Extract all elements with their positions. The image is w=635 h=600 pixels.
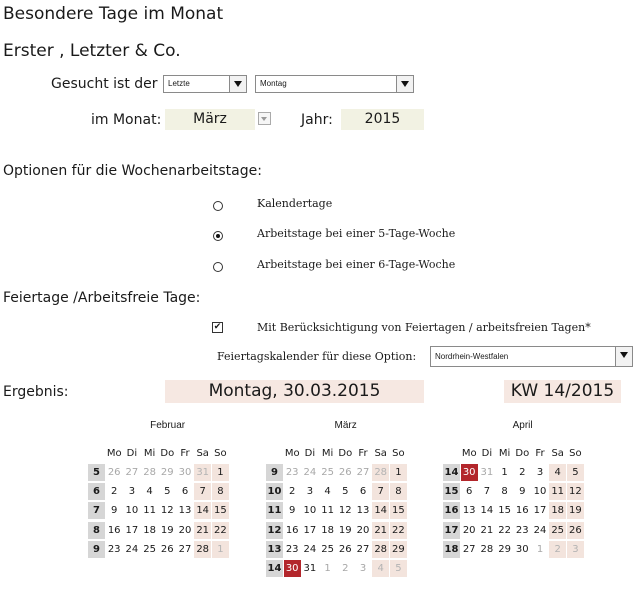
calendar-day: 9 xyxy=(289,505,296,517)
calendar-day: 19 xyxy=(338,524,352,536)
calendar-day: 25 xyxy=(321,467,334,478)
calendar-day: 27 xyxy=(356,467,370,478)
weekday-header: Fr xyxy=(535,448,545,459)
calendar-day: 5 xyxy=(164,486,171,498)
calendar-day: 23 xyxy=(515,524,529,536)
calendar-day: 18 xyxy=(549,502,566,519)
calendar-day: 16 xyxy=(285,524,299,536)
weekday-header: So xyxy=(392,448,405,459)
monat-dropdown-icon[interactable] xyxy=(258,112,271,125)
chevron-down-icon[interactable] xyxy=(615,347,632,366)
calendar-day: 1 xyxy=(536,543,544,555)
calendar-day: 8 xyxy=(501,486,508,498)
weekday-header: Di xyxy=(304,448,316,459)
calendar-day: 7 xyxy=(483,486,491,498)
weekday-header: Sa xyxy=(196,448,209,459)
chevron-down-icon[interactable] xyxy=(229,76,246,92)
calendar-day: 4 xyxy=(324,486,331,498)
section-subtitle: Erster , Letzter & Co. xyxy=(3,41,181,61)
week-number: 6 xyxy=(88,483,105,500)
calendar-day: 11 xyxy=(143,505,156,517)
calendar-day: 11 xyxy=(549,483,566,500)
calendar-day: 10 xyxy=(533,486,547,498)
calendar-day: 24 xyxy=(125,543,139,555)
calendar-day: 15 xyxy=(390,502,407,519)
calendar-day: 31 xyxy=(194,464,211,481)
calendar-day: 14 xyxy=(372,502,389,519)
calendar-day: 3 xyxy=(306,486,314,498)
holiday-check-label: Mit Berücksichtigung von Feiertagen / arbeitsfreien Tagen* xyxy=(257,321,591,334)
monat-label: im Monat: xyxy=(91,112,162,128)
calendar-day: 28 xyxy=(480,543,494,555)
calendar-day: 6 xyxy=(466,486,473,498)
calendar-day: 22 xyxy=(498,524,511,536)
calendar-day: 15 xyxy=(212,502,229,519)
page-title: Besondere Tage im Monat xyxy=(3,4,224,24)
calendar-day: 6 xyxy=(359,486,367,498)
result-label: Ergebnis: xyxy=(3,384,69,400)
calendar-day: 5 xyxy=(390,560,407,577)
calendar-day: 26 xyxy=(160,543,174,555)
calendar-day: 18 xyxy=(321,524,334,536)
weekday-header: Di xyxy=(481,448,493,459)
weekday-header: Sa xyxy=(551,448,564,459)
week-number: 14 xyxy=(443,464,460,481)
week-number: 15 xyxy=(443,483,460,500)
radio-option-label: Kalendertage xyxy=(257,197,333,210)
week-number: 9 xyxy=(266,464,283,481)
weekday-header: Do xyxy=(338,448,353,459)
week-number: 16 xyxy=(443,502,460,519)
calendar-day: 8 xyxy=(390,483,407,500)
calendar-day: 20 xyxy=(356,524,370,536)
jahr-field[interactable]: 2015 xyxy=(341,109,424,130)
calendar-day: 14 xyxy=(194,502,211,519)
week-number: 17 xyxy=(443,522,460,539)
calendar-day: 31 xyxy=(303,563,317,574)
weekday-header: Mi xyxy=(143,448,156,459)
result-kw: KW 14/2015 xyxy=(504,380,621,403)
calendar-day: 2 xyxy=(289,486,296,498)
calendar-day: 22 xyxy=(390,522,407,539)
gesucht-label: Gesucht ist der xyxy=(51,76,158,92)
calendar-day: 24 xyxy=(303,467,317,478)
weekday-header: Mo xyxy=(106,448,122,459)
calendar-day: 27 xyxy=(178,543,192,555)
weekday-header: Mo xyxy=(284,448,300,459)
calendar-day: 17 xyxy=(303,524,317,536)
calendar-day: 30 xyxy=(178,467,192,478)
calendar-day: 9 xyxy=(519,486,526,498)
options-heading: Optionen für die Wochenarbeitstage: xyxy=(3,163,262,179)
calendar-day: 1 xyxy=(212,464,229,481)
calendar-day: 29 xyxy=(390,541,407,558)
weekday-header: Mo xyxy=(461,448,477,459)
weekday-header: Fr xyxy=(180,448,190,459)
calendar-day: 25 xyxy=(143,543,156,555)
weekday-header: Mi xyxy=(321,448,334,459)
calendar-day: 29 xyxy=(498,543,511,555)
radio-option-label: Arbeitstage bei einer 5-Tage-Woche xyxy=(257,227,456,240)
calendar-day: 13 xyxy=(462,505,476,517)
weekday-select[interactable] xyxy=(255,75,414,93)
calendar-day: 25 xyxy=(321,543,334,555)
calendar-day: 23 xyxy=(285,543,299,555)
radio-option-1[interactable] xyxy=(213,201,223,211)
calendar-day: 21 xyxy=(480,524,494,536)
calendar-day: 21 xyxy=(194,522,211,539)
week-number: 13 xyxy=(266,541,283,558)
calendar-day: 3 xyxy=(128,486,136,498)
calendar-day: 24 xyxy=(303,543,317,555)
calendar-day: 26 xyxy=(338,467,352,478)
calendar-day: 2 xyxy=(342,563,349,574)
holidays-heading: Feiertage /Arbeitsfreie Tage: xyxy=(3,290,201,306)
position-select[interactable] xyxy=(163,75,247,93)
calendar-day: 4 xyxy=(146,486,153,498)
calendar-day: 26 xyxy=(107,467,121,478)
weekday-select-value: Montag xyxy=(260,79,287,88)
calendar-day: 5 xyxy=(567,464,584,481)
weekday-header: So xyxy=(569,448,582,459)
calendar-month-name: Februar xyxy=(150,420,186,431)
calendar-day: 3 xyxy=(567,541,584,558)
weekday-header: Mi xyxy=(498,448,511,459)
calendar-day: 9 xyxy=(111,505,118,517)
calendar-day: 13 xyxy=(178,505,192,517)
holiday-checkbox[interactable]: ✔ xyxy=(213,322,222,332)
calendar-day: 26 xyxy=(338,543,352,555)
calendar-day: 28 xyxy=(372,541,389,558)
week-number: 8 xyxy=(88,522,105,539)
calendar-day: 6 xyxy=(181,486,189,498)
calendar-select-value: Nordrhein-Westfalen xyxy=(435,352,509,361)
week-number: 5 xyxy=(88,464,105,481)
radio-option-2[interactable] xyxy=(213,231,223,241)
calendar-day: 4 xyxy=(549,464,566,481)
calendar-day: 2 xyxy=(111,486,118,498)
week-number: 12 xyxy=(266,522,283,539)
calendar-day: 28 xyxy=(372,464,389,481)
calendar-day: 11 xyxy=(321,505,334,517)
calendar-day: 31 xyxy=(480,467,494,478)
calendar-day: 28 xyxy=(143,467,156,478)
calendar-day: 12 xyxy=(160,505,174,517)
calendar-day: 20 xyxy=(178,524,192,536)
monat-field[interactable]: März xyxy=(165,109,255,130)
calendar-day: 2 xyxy=(519,467,526,478)
calendar-day: 22 xyxy=(212,522,229,539)
radio-option-label: Arbeitstage bei einer 6-Tage-Woche xyxy=(257,258,456,271)
calendar-day: 1 xyxy=(324,563,331,574)
calendar-day: 24 xyxy=(533,524,547,536)
result-date: Montag, 30.03.2015 xyxy=(165,380,424,403)
calendar-day: 28 xyxy=(194,541,211,558)
calendar-day: 17 xyxy=(533,505,547,517)
calendar-day: 10 xyxy=(125,505,139,517)
calendar-day: 3 xyxy=(359,563,367,574)
weekday-header: So xyxy=(214,448,227,459)
weekday-header: Di xyxy=(126,448,138,459)
calendar-day: 2 xyxy=(549,541,566,558)
calendar-day: 12 xyxy=(338,505,352,517)
calendar-day: 19 xyxy=(160,524,174,536)
week-number: 9 xyxy=(88,541,105,558)
calendar-day: 8 xyxy=(212,483,229,500)
calendar-day: 15 xyxy=(498,505,511,517)
calendar-day: 27 xyxy=(356,543,370,555)
radio-option-3[interactable] xyxy=(213,262,223,272)
calendar-day: 12 xyxy=(567,483,584,500)
calendar-label: Feiertagskalender für diese Option: xyxy=(217,350,417,363)
calendar-day: 30 xyxy=(461,464,478,481)
chevron-down-icon[interactable] xyxy=(396,76,413,92)
week-number: 10 xyxy=(266,483,283,500)
weekday-header: Do xyxy=(160,448,175,459)
calendar-month-name: März xyxy=(334,420,357,431)
calendar-day: 1 xyxy=(390,464,407,481)
week-number: 18 xyxy=(443,541,460,558)
calendar-day: 10 xyxy=(303,505,317,517)
calendar-day: 30 xyxy=(515,543,529,555)
position-select-value: Letzte xyxy=(168,79,190,88)
calendar-day: 25 xyxy=(549,522,566,539)
calendar-month-name: April xyxy=(512,420,533,431)
calendar-day: 16 xyxy=(515,505,529,517)
week-number: 11 xyxy=(266,502,283,519)
week-number: 14 xyxy=(266,560,283,577)
calendar-day: 29 xyxy=(160,467,174,478)
calendar-day: 23 xyxy=(107,543,121,555)
calendar-day: 19 xyxy=(567,502,584,519)
weekday-header: Fr xyxy=(358,448,368,459)
calendar-day: 20 xyxy=(462,524,476,536)
calendar-day: 1 xyxy=(212,541,229,558)
calendar-day: 30 xyxy=(284,560,301,577)
week-number: 7 xyxy=(88,502,105,519)
calendar-day: 26 xyxy=(567,522,584,539)
calendar-day: 17 xyxy=(125,524,139,536)
jahr-label: Jahr: xyxy=(301,112,333,128)
calendar-select[interactable] xyxy=(430,346,633,367)
calendar-day: 13 xyxy=(356,505,370,517)
calendar-day: 16 xyxy=(107,524,121,536)
calendar-day: 3 xyxy=(536,467,544,478)
calendar-day: 7 xyxy=(372,483,389,500)
weekday-header: Sa xyxy=(374,448,387,459)
calendar-day: 21 xyxy=(372,522,389,539)
calendar-day: 1 xyxy=(501,467,508,478)
calendar-day: 27 xyxy=(125,467,139,478)
calendar-day: 23 xyxy=(285,467,299,478)
calendar-day: 27 xyxy=(462,543,476,555)
calendar-day: 5 xyxy=(342,486,349,498)
calendar-day: 4 xyxy=(372,560,389,577)
calendar-day: 7 xyxy=(194,483,211,500)
calendar-day: 14 xyxy=(480,505,494,517)
calendar-day: 18 xyxy=(143,524,156,536)
weekday-header: Do xyxy=(515,448,530,459)
